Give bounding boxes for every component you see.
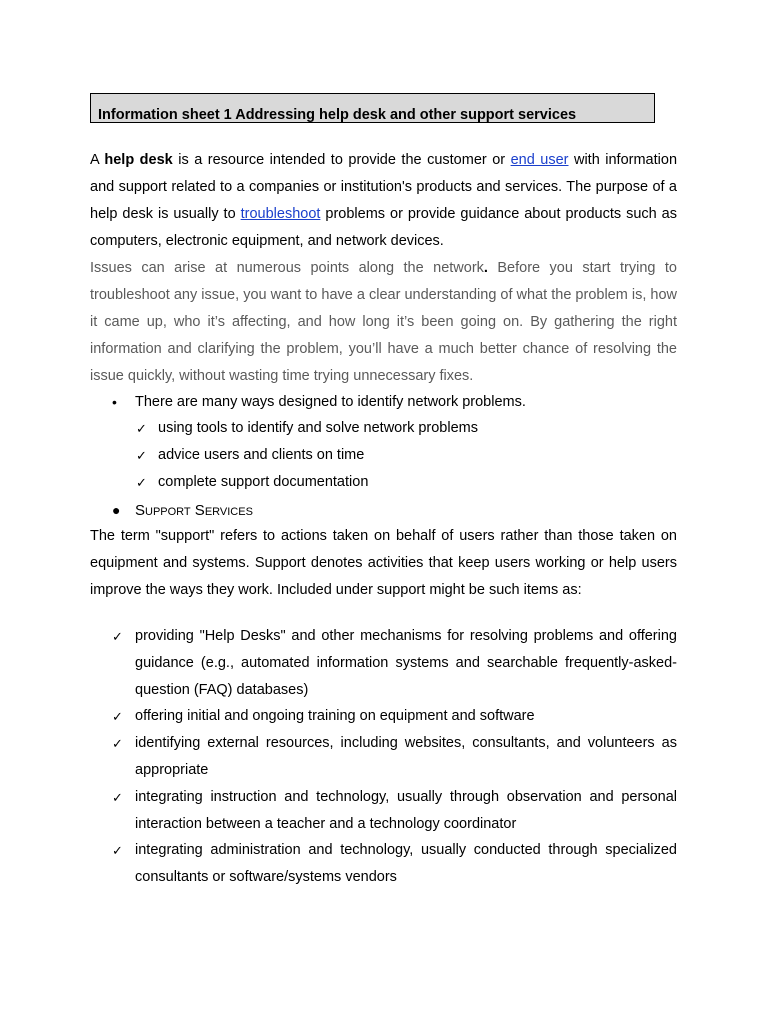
check-item-3: complete support documentation xyxy=(158,474,369,490)
intro-paragraph xyxy=(90,147,677,255)
intro-text-3: with information and support related to a companies or institution's products and services. The purpose of a help desk is usually to xyxy=(90,152,678,222)
support-services-heading: Support Services xyxy=(135,502,253,519)
checkmark-icon: ✓ xyxy=(136,421,147,436)
issues-text-1: Issues can arise at numerous points along the network xyxy=(90,260,484,276)
end-user-link[interactable]: end user xyxy=(510,152,569,168)
issues-text-2: Before you start trying to troubleshoot any issue, you want to have a clear understanding of what the problem is, how it came up, who it’s affecting, and how long it’s been going on. By gathering the right information and clarifying the problem, you’ll have a much better chance of resolving the issue quickly, without wasting time trying unnecessary fixes. xyxy=(90,260,677,384)
help-desk-term: help desk xyxy=(104,152,173,168)
checkmark-icon: ✓ xyxy=(112,736,123,751)
issues-paragraph xyxy=(90,255,677,390)
intro-text-1: A xyxy=(90,152,105,168)
support-paragraph: The term "support" refers to actions taken on behalf of users rather than those taken on equipment and systems. Support denotes activities that keep users working or help users improve the ways they work. Included under support might be such items as: xyxy=(90,528,677,598)
checkmark-icon: ✓ xyxy=(112,790,123,805)
check-item-2: advice users and clients on time xyxy=(158,447,365,463)
title-box xyxy=(90,93,655,123)
bullet-network-problems: There are many ways designed to identify network problems. xyxy=(135,394,526,410)
page-title: Information sheet 1 Addressing help desk and other support services xyxy=(98,107,577,123)
issues-dot: . xyxy=(483,260,488,276)
intro-text-4: problems or provide guidance about products such as computers, electronic equipment, and network devices. xyxy=(90,206,677,249)
checkmark-icon: ✓ xyxy=(112,629,123,644)
support-item-1: providing "Help Desks" and other mechanisms for resolving problems and offering guidance (e.g., automated information systems and searchable frequently-asked-question (FAQ) databases) xyxy=(135,628,677,698)
check-item-1: using tools to identify and solve network problems xyxy=(158,420,478,436)
support-item-4: integrating instruction and technology, usually through observation and personal interaction between a teacher and a technology coordinator xyxy=(135,789,677,832)
support-item-3: identifying external resources, including websites, consultants, and volunteers as appropriate xyxy=(135,735,677,778)
checkmark-icon: ✓ xyxy=(112,843,123,858)
checkmark-icon: ✓ xyxy=(136,448,147,463)
bullet-dot-icon: ● xyxy=(112,502,121,518)
troubleshoot-link[interactable]: troubleshoot xyxy=(240,206,321,222)
checkmark-icon: ✓ xyxy=(136,475,147,490)
bullet-dot-icon: • xyxy=(112,394,117,410)
checkmark-icon: ✓ xyxy=(112,709,123,724)
support-item-2: offering initial and ongoing training on equipment and software xyxy=(135,708,535,724)
support-item-5: integrating administration and technology, usually conducted through specialized consultants or software/systems vendors xyxy=(135,842,677,885)
intro-text-2: is a resource intended to provide the customer or xyxy=(172,152,511,168)
